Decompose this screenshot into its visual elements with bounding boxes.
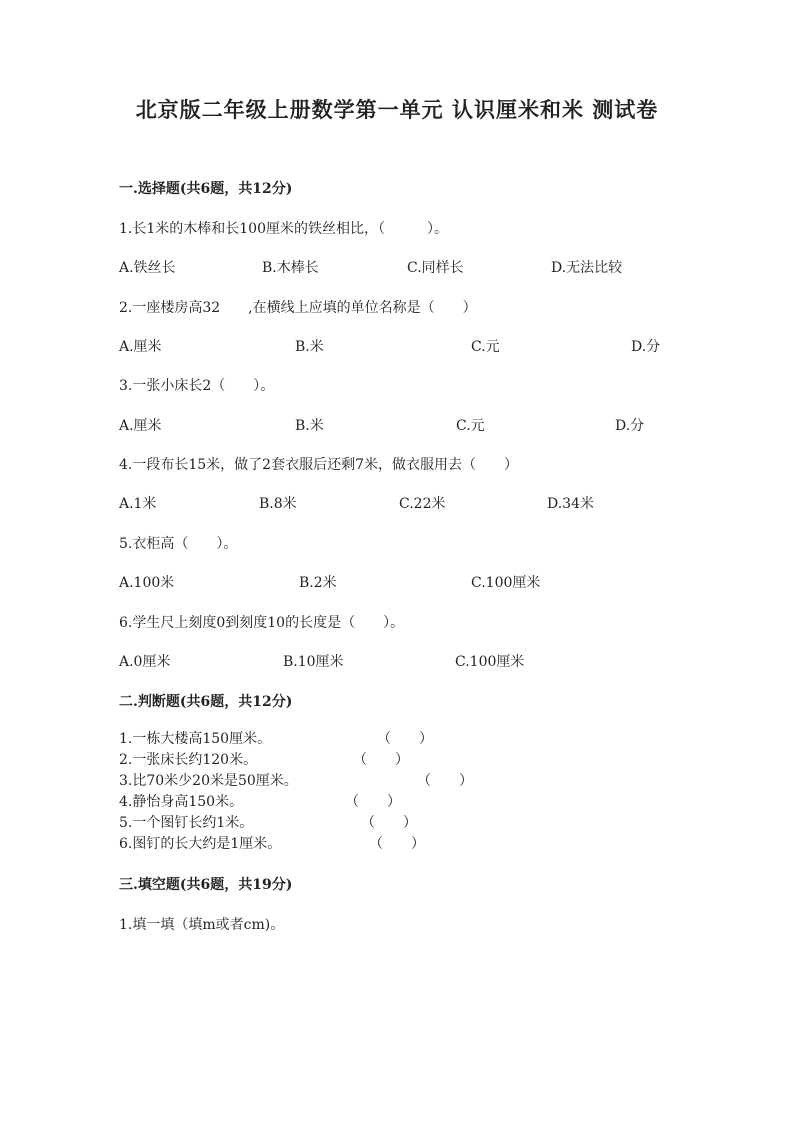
judge-item-6-answer: （ ） — [369, 836, 425, 852]
judge-item-6: 6.图钉的长大约是1厘米。 — [119, 836, 282, 852]
choice-q1-option-d: D.无法比较 — [551, 260, 623, 276]
judge-item-5-answer: （ ） — [361, 815, 417, 831]
page-title: 北京版二年级上册数学第一单元 认识厘米和米 测试卷 — [135, 97, 659, 122]
section-heading-choice: 一.选择题(共6题，共12分) — [119, 181, 293, 197]
choice-q1-option-a: A.铁丝长 — [119, 260, 176, 276]
choice-q1-option-b: B.木棒长 — [262, 260, 319, 276]
judge-item-2-answer: （ ） — [353, 752, 409, 768]
choice-question-3: 3.一张小床长2（ ）。 — [119, 378, 275, 394]
choice-q6-option-c: C.100厘米 — [455, 654, 525, 670]
choice-q4-option-a: A.1米 — [119, 496, 157, 512]
choice-q6-option-a: A.0厘米 — [119, 654, 171, 670]
fill-question-1: 1.填一填（填m或者cm)。 — [119, 917, 285, 933]
judge-item-3-answer: （ ） — [417, 773, 473, 789]
section-heading-judge: 二.判断题(共6题，共12分) — [119, 694, 293, 710]
judge-item-5: 5.一个图钉长约1米。 — [119, 815, 254, 831]
choice-question-5: 5.衣柜高（ ）。 — [119, 536, 238, 552]
choice-question-2: 2.一座楼房高32 ,在横线上应填的单位名称是（ ） — [119, 300, 477, 316]
choice-question-4: 4.一段布长15米，做了2套衣服后还剩7米，做衣服用去（ ） — [119, 457, 518, 473]
choice-question-6: 6.学生尺上刻度0到刻度10的长度是（ ）。 — [119, 615, 405, 631]
judge-item-4-answer: （ ） — [345, 794, 401, 810]
choice-q5-option-b: B.2米 — [299, 575, 337, 591]
choice-q3-option-a: A.厘米 — [119, 418, 162, 434]
choice-q4-option-d: D.34米 — [547, 496, 594, 512]
choice-q3-option-b: B.米 — [295, 418, 324, 434]
choice-q3-option-c: C.元 — [456, 418, 485, 434]
section-heading-fill: 三.填空题(共6题，共19分) — [119, 877, 293, 893]
choice-q2-option-c: C.元 — [471, 339, 500, 355]
choice-q1-option-c: C.同样长 — [407, 260, 464, 276]
choice-question-1: 1.长1米的木棒和长100厘米的铁丝相比，（ ）。 — [119, 221, 448, 237]
judge-item-2: 2.一张床长约120米。 — [119, 752, 258, 768]
choice-q5-option-a: A.100米 — [119, 575, 175, 591]
choice-q6-option-b: B.10厘米 — [283, 654, 344, 670]
choice-q4-option-b: B.8米 — [259, 496, 297, 512]
choice-q5-option-c: C.100厘米 — [471, 575, 541, 591]
choice-q2-option-a: A.厘米 — [119, 339, 162, 355]
choice-q2-option-b: B.米 — [295, 339, 324, 355]
choice-q2-option-d: D.分 — [631, 339, 661, 355]
judge-item-1-answer: （ ） — [377, 731, 433, 747]
choice-q3-option-d: D.分 — [615, 418, 645, 434]
choice-q4-option-c: C.22米 — [399, 496, 446, 512]
judge-item-4: 4.静怡身高150米。 — [119, 794, 244, 810]
judge-item-1: 1.一栋大楼高150厘米。 — [119, 731, 272, 747]
judge-item-3: 3.比70米少20米是50厘米。 — [119, 773, 298, 789]
